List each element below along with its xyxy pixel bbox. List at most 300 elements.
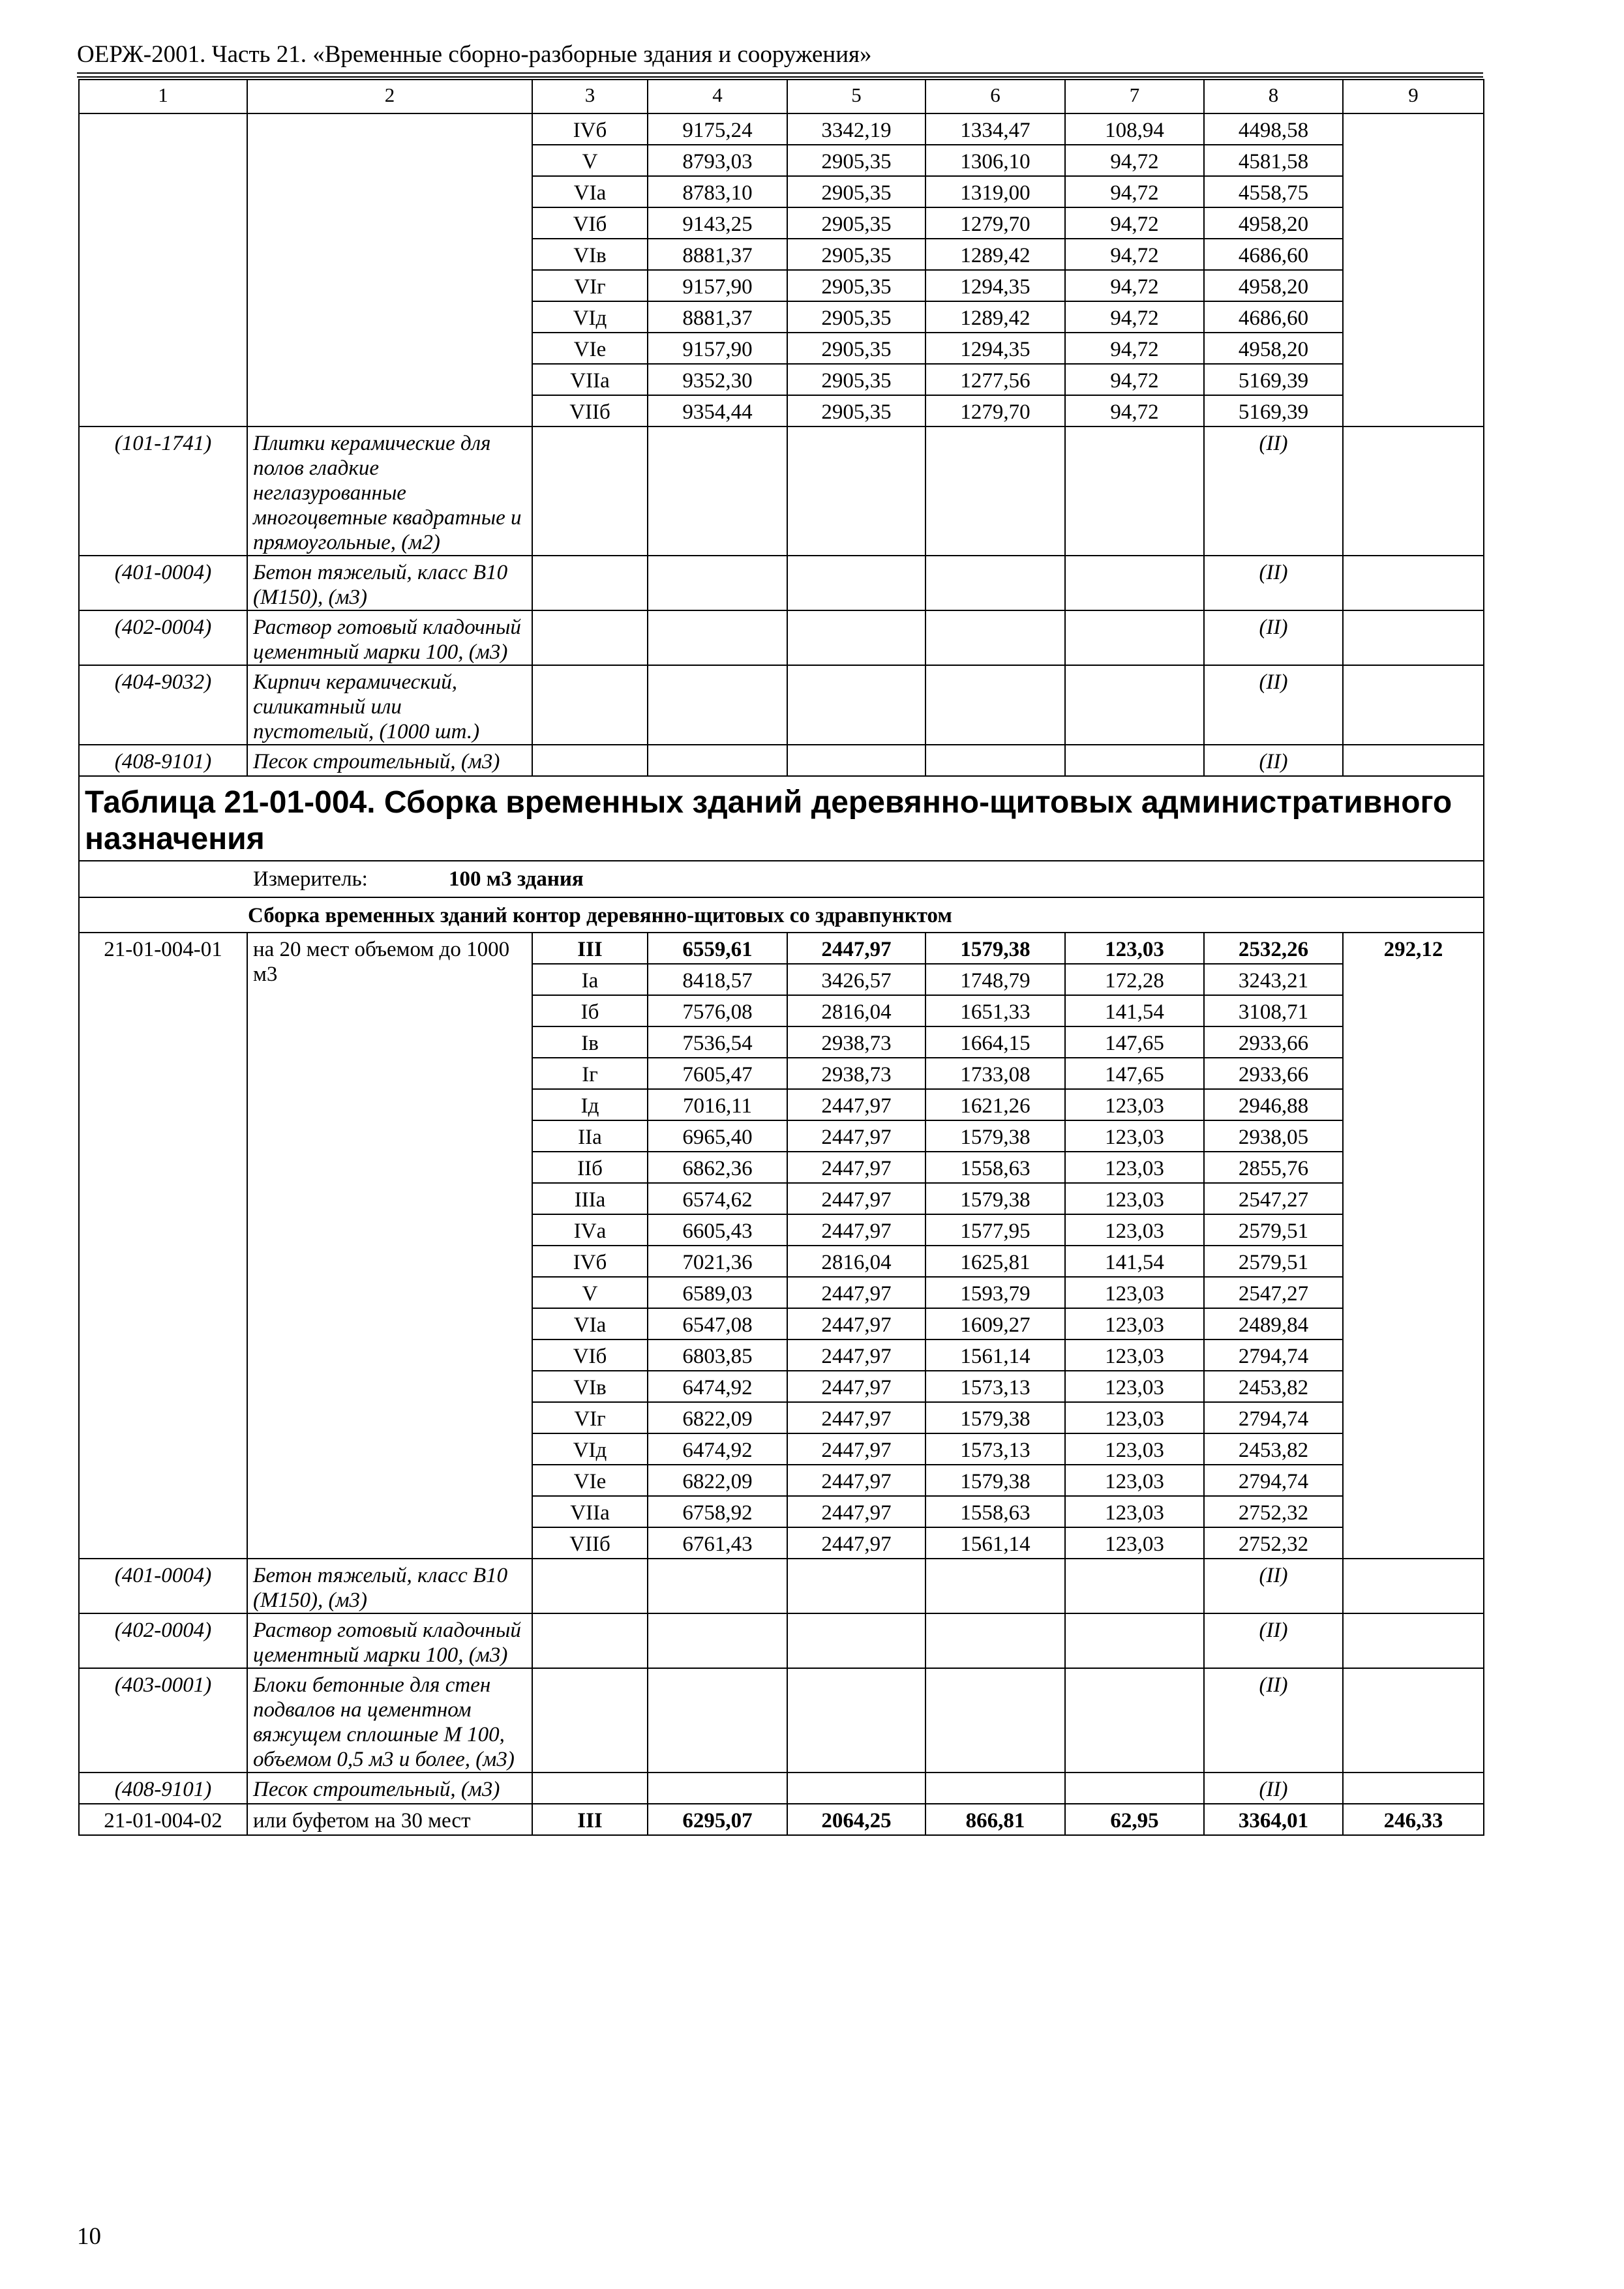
value-cell: 2453,82 [1204,1433,1343,1465]
empty-cell [1065,610,1204,665]
item-main-row [79,1804,1484,1835]
material-row [79,745,1484,776]
value-cell: 123,03 [1065,1183,1204,1214]
value-cell: 1558,63 [925,1496,1065,1527]
material-mark: (II) [1204,665,1343,745]
value-cell: 123,03 [1065,1089,1204,1120]
value-cell: 2447,97 [787,1371,925,1402]
value-cell: 123,03 [1065,1152,1204,1183]
material-desc: Бетон тяжелый, класс В10 (М150), (м3) [247,1559,532,1613]
empty-cell [648,1559,787,1613]
value-cell: 8418,57 [648,964,787,995]
value-cell: 1625,81 [925,1246,1065,1277]
value-cell: 2905,35 [787,395,925,426]
value-cell: 6474,92 [648,1433,787,1465]
zone-cell: Iд [532,1089,648,1120]
empty-cell [787,426,925,556]
empty-cell [925,556,1065,610]
value-cell: 2579,51 [1204,1214,1343,1246]
value-cell: 3426,57 [787,964,925,995]
empty-cell [787,1559,925,1613]
column-number-row [79,80,1484,113]
value-cell: 1748,79 [925,964,1065,995]
value-cell: 9352,30 [648,364,787,395]
value-cell: 123,03 [1065,1496,1204,1527]
value-cell: 2816,04 [787,1246,925,1277]
value-cell: 1277,56 [925,364,1065,395]
value-cell: 94,72 [1065,270,1204,301]
empty-cell [1065,426,1204,556]
material-desc: Раствор готовый кладочный цементный марки 100, (м3) [247,1613,532,1668]
value-cell: 1558,63 [925,1152,1065,1183]
value-cell: 3342,19 [787,113,925,145]
zone-cell: IVб [532,113,648,145]
material-code: (408-9101) [79,745,247,776]
material-desc: Раствор готовый кладочный цементный марки 100, (м3) [247,610,532,665]
empty-cell [532,1668,648,1773]
value-cell: 8783,10 [648,176,787,207]
zone-cell: VIв [532,1371,648,1402]
material-mark: (II) [1204,1773,1343,1804]
value-cell: 2816,04 [787,995,925,1026]
material-row [79,1668,1484,1773]
value-cell: 6761,43 [648,1527,787,1559]
empty-cell [648,610,787,665]
material-desc: Плитки керамические для полов гладкие неглазурованные многоцветные квадратные и прямоугольные, (м2) [247,426,532,556]
value-cell: 4498,58 [1204,113,1343,145]
table-title: Таблица 21-01-004. Сборка временных зданий деревянно-щитовых административного назначения [79,776,1484,861]
value-cell: 123,03 [1065,1214,1204,1246]
value-cell: 2933,66 [1204,1026,1343,1058]
column-number: 6 [925,80,1065,113]
value-cell: 2905,35 [787,364,925,395]
material-code: (401-0004) [79,1559,247,1613]
value-cell: 6758,92 [648,1496,787,1527]
empty-cell [532,745,648,776]
value-cell: 2547,27 [1204,1277,1343,1308]
value-cell: 1306,10 [925,145,1065,176]
zone-cell: VIа [532,176,648,207]
material-code: (401-0004) [79,556,247,610]
value-cell: 4958,20 [1204,207,1343,239]
zone-cell: VIIа [532,1496,648,1527]
value-cell: 147,65 [1065,1026,1204,1058]
empty-cell [1343,426,1484,556]
zone-cell: III [532,933,648,964]
value-cell: 2933,66 [1204,1058,1343,1089]
column-number: 9 [1343,80,1484,113]
value-cell: 2905,35 [787,176,925,207]
value-cell: 94,72 [1065,145,1204,176]
value-cell: 123,03 [1065,1402,1204,1433]
value-cell: 6822,09 [648,1402,787,1433]
empty-cell [532,426,648,556]
empty-cell [1343,745,1484,776]
value-cell: 2905,35 [787,207,925,239]
empty-cell [532,1559,648,1613]
desc-cell-empty [247,113,532,426]
value-cell: 2447,97 [787,1402,925,1433]
item-col9: 246,33 [1343,1804,1484,1835]
value-cell: 4958,20 [1204,270,1343,301]
measure-label: Измеритель: [253,867,368,891]
value-cell: 94,72 [1065,176,1204,207]
value-cell: 2447,97 [787,1465,925,1496]
value-cell: 2946,88 [1204,1089,1343,1120]
value-cell: 3364,01 [1204,1804,1343,1835]
empty-cell [925,1559,1065,1613]
empty-cell [925,610,1065,665]
material-code: (404-9032) [79,665,247,745]
value-cell: 7021,36 [648,1246,787,1277]
empty-cell [1343,610,1484,665]
empty-cell [648,426,787,556]
value-cell: 123,03 [1065,1371,1204,1402]
empty-cell [1065,1668,1204,1773]
material-mark: (II) [1204,1668,1343,1773]
value-cell: 1579,38 [925,933,1065,964]
zone-cell: IVб [532,1246,648,1277]
material-row [79,426,1484,556]
empty-cell [1065,745,1204,776]
material-code: (408-9101) [79,1773,247,1804]
value-cell: 108,94 [1065,113,1204,145]
item-desc: или буфетом на 30 мест [247,1804,532,1835]
zone-cell: VIг [532,270,648,301]
empty-cell [648,745,787,776]
value-cell: 4581,58 [1204,145,1343,176]
value-cell: 2794,74 [1204,1402,1343,1433]
empty-cell [532,556,648,610]
empty-cell [1065,1613,1204,1668]
value-cell: 1334,47 [925,113,1065,145]
value-cell: 7605,47 [648,1058,787,1089]
value-cell: 6474,92 [648,1371,787,1402]
value-cell: 1621,26 [925,1089,1065,1120]
value-cell: 1577,95 [925,1214,1065,1246]
value-cell: 2938,73 [787,1026,925,1058]
value-cell: 2794,74 [1204,1465,1343,1496]
value-cell: 2489,84 [1204,1308,1343,1339]
empty-cell [787,665,925,745]
value-cell: 1579,38 [925,1120,1065,1152]
value-cell: 7576,08 [648,995,787,1026]
section-title: Сборка временных зданий контор деревянно-щитовых со здравпунктом [248,904,952,927]
price-table [78,79,1484,1836]
column-number: 8 [1204,80,1343,113]
zone-cell: IIб [532,1152,648,1183]
value-cell: 8881,37 [648,301,787,333]
value-cell: 94,72 [1065,333,1204,364]
value-cell: 2447,97 [787,1152,925,1183]
empty-cell [1065,1773,1204,1804]
empty-cell [532,1613,648,1668]
value-cell: 4686,60 [1204,301,1343,333]
value-cell: 123,03 [1065,1527,1204,1559]
value-cell: 1561,14 [925,1527,1065,1559]
value-cell: 123,03 [1065,1120,1204,1152]
value-cell: 2547,27 [1204,1183,1343,1214]
value-cell: 62,95 [1065,1804,1204,1835]
zone-cell: Iб [532,995,648,1026]
empty-cell [1343,665,1484,745]
empty-cell [925,1773,1065,1804]
value-cell: 1573,13 [925,1433,1065,1465]
header-rule-second [77,76,1483,78]
zone-cell: IVа [532,1214,648,1246]
empty-cell [532,1773,648,1804]
empty-cell [925,745,1065,776]
empty-cell [648,665,787,745]
value-cell: 1294,35 [925,333,1065,364]
empty-cell [787,556,925,610]
value-cell: 94,72 [1065,301,1204,333]
empty-cell [925,1613,1065,1668]
empty-cell [1065,556,1204,610]
empty-cell [532,665,648,745]
value-cell: 6559,61 [648,933,787,964]
value-cell: 866,81 [925,1804,1065,1835]
value-cell: 1279,70 [925,207,1065,239]
value-cell: 2938,05 [1204,1120,1343,1152]
material-code: (402-0004) [79,610,247,665]
material-row [79,665,1484,745]
measure-row [79,861,1484,897]
zone-cell: III [532,1804,648,1835]
empty-cell [648,556,787,610]
zone-cell: IIа [532,1120,648,1152]
empty-cell [787,745,925,776]
column-number: 7 [1065,80,1204,113]
zone-cell: VIIа [532,364,648,395]
value-cell: 4958,20 [1204,333,1343,364]
value-cell: 6862,36 [648,1152,787,1183]
value-cell: 141,54 [1065,995,1204,1026]
material-row [79,610,1484,665]
value-cell: 123,03 [1065,933,1204,964]
value-cell: 2905,35 [787,333,925,364]
value-cell: 8881,37 [648,239,787,270]
zone-cell: VIIб [532,395,648,426]
material-desc: Блоки бетонные для стен подвалов на цементном вяжущем сплошные М 100, объемом 0,5 м3 и более, (м3) [247,1668,532,1773]
material-desc: Песок строительный, (м3) [247,1773,532,1804]
empty-cell [787,1773,925,1804]
zone-cell: V [532,145,648,176]
material-code: (403-0001) [79,1668,247,1773]
value-cell: 3243,21 [1204,964,1343,995]
value-cell: 2855,76 [1204,1152,1343,1183]
value-cell: 2905,35 [787,145,925,176]
empty-cell [925,665,1065,745]
value-cell: 8793,03 [648,145,787,176]
column-number: 2 [247,80,532,113]
value-cell: 6803,85 [648,1339,787,1371]
zone-cell: VIIб [532,1527,648,1559]
empty-cell [1343,556,1484,610]
material-mark: (II) [1204,1559,1343,1613]
value-cell: 2579,51 [1204,1246,1343,1277]
value-cell: 1319,00 [925,176,1065,207]
material-desc: Бетон тяжелый, класс В10 (М150), (м3) [247,556,532,610]
value-cell: 2752,32 [1204,1496,1343,1527]
value-cell: 1561,14 [925,1339,1065,1371]
item-col9: 292,12 [1343,933,1484,1559]
material-mark: (II) [1204,610,1343,665]
empty-cell [648,1668,787,1773]
value-cell: 2453,82 [1204,1371,1343,1402]
value-cell: 6547,08 [648,1308,787,1339]
material-code: (402-0004) [79,1613,247,1668]
value-cell: 1579,38 [925,1465,1065,1496]
zone-cell: VIд [532,301,648,333]
column-number: 5 [787,80,925,113]
material-mark: (II) [1204,1613,1343,1668]
empty-cell [648,1613,787,1668]
page-header: ОЕРЖ-2001. Часть 21. «Временные сборно-разборные здания и сооружения» [77,41,872,68]
value-cell: 6574,62 [648,1183,787,1214]
value-cell: 94,72 [1065,207,1204,239]
value-cell: 141,54 [1065,1246,1204,1277]
page-number: 10 [77,2223,101,2250]
zone-cell: VIе [532,333,648,364]
value-cell: 6589,03 [648,1277,787,1308]
section-title-cell [79,897,1484,933]
value-cell: 2447,97 [787,1277,925,1308]
empty-cell [1343,1668,1484,1773]
material-desc: Кирпич керамический, силикатный или пустотелый, (1000 шт.) [247,665,532,745]
value-cell: 1279,70 [925,395,1065,426]
empty-cell [925,1668,1065,1773]
value-cell: 9143,25 [648,207,787,239]
value-cell: 1579,38 [925,1183,1065,1214]
value-cell: 4686,60 [1204,239,1343,270]
table-title-row [79,776,1484,861]
value-cell: 2447,97 [787,1183,925,1214]
value-cell: 4558,75 [1204,176,1343,207]
value-cell: 1593,79 [925,1277,1065,1308]
item-main-row [79,933,1484,964]
value-cell: 3108,71 [1204,995,1343,1026]
value-cell: 2905,35 [787,270,925,301]
empty-cell [1343,1559,1484,1613]
value-cell: 94,72 [1065,239,1204,270]
zone-cell: VIе [532,1465,648,1496]
value-cell: 6605,43 [648,1214,787,1246]
material-row [79,1559,1484,1613]
value-cell: 9157,90 [648,270,787,301]
value-cell: 2938,73 [787,1058,925,1089]
value-cell: 1609,27 [925,1308,1065,1339]
value-cell: 1579,38 [925,1402,1065,1433]
value-cell: 2752,32 [1204,1527,1343,1559]
value-cell: 2447,97 [787,933,925,964]
measure-value: 100 м3 здания [449,867,584,891]
zone-cell: VIг [532,1402,648,1433]
measure-cell [79,861,1484,897]
value-cell: 2064,25 [787,1804,925,1835]
material-mark: (II) [1204,745,1343,776]
value-cell: 2447,97 [787,1433,925,1465]
value-cell: 123,03 [1065,1433,1204,1465]
material-row [79,1773,1484,1804]
value-cell: 9354,44 [648,395,787,426]
value-cell: 1289,42 [925,239,1065,270]
value-cell: 2905,35 [787,301,925,333]
value-cell: 147,65 [1065,1058,1204,1089]
value-cell: 1733,08 [925,1058,1065,1089]
column-number: 4 [648,80,787,113]
value-cell: 2447,97 [787,1339,925,1371]
value-cell: 6965,40 [648,1120,787,1152]
zone-cell: IIIа [532,1183,648,1214]
empty-cell [648,1773,787,1804]
value-cell: 2447,97 [787,1214,925,1246]
empty-cell [1065,665,1204,745]
section-title-row [79,897,1484,933]
item-code: 21-01-004-02 [79,1804,247,1835]
empty-cell [925,426,1065,556]
material-code: (101-1741) [79,426,247,556]
column-number: 3 [532,80,648,113]
value-cell: 1664,15 [925,1026,1065,1058]
zone-cell: VIд [532,1433,648,1465]
item-desc: на 20 мест объемом до 1000 м3 [247,933,532,1559]
value-cell: 172,28 [1065,964,1204,995]
col9-empty [1343,113,1484,426]
empty-cell [532,610,648,665]
material-row [79,556,1484,610]
value-cell: 2905,35 [787,239,925,270]
value-cell: 123,03 [1065,1308,1204,1339]
value-cell: 5169,39 [1204,364,1343,395]
value-cell: 123,03 [1065,1465,1204,1496]
zone-cell: VIб [532,1339,648,1371]
value-cell: 9157,90 [648,333,787,364]
continued-row [79,113,1484,145]
value-cell: 5169,39 [1204,395,1343,426]
value-cell: 6822,09 [648,1465,787,1496]
value-cell: 2447,97 [787,1527,925,1559]
zone-cell: V [532,1277,648,1308]
zone-cell: VIб [532,207,648,239]
value-cell: 2532,26 [1204,933,1343,964]
empty-cell [787,1668,925,1773]
value-cell: 1294,35 [925,270,1065,301]
value-cell: 123,03 [1065,1339,1204,1371]
material-mark: (II) [1204,556,1343,610]
zone-cell: Iа [532,964,648,995]
column-number: 1 [79,80,247,113]
value-cell: 6295,07 [648,1804,787,1835]
value-cell: 123,03 [1065,1277,1204,1308]
zone-cell: VIв [532,239,648,270]
value-cell: 2447,97 [787,1120,925,1152]
header-rule [77,72,1483,74]
item-code: 21-01-004-01 [79,933,247,1559]
value-cell: 2794,74 [1204,1339,1343,1371]
zone-cell: Iв [532,1026,648,1058]
empty-cell [787,610,925,665]
empty-cell [787,1613,925,1668]
value-cell: 1289,42 [925,301,1065,333]
value-cell: 2447,97 [787,1089,925,1120]
material-mark: (II) [1204,426,1343,556]
value-cell: 2447,97 [787,1308,925,1339]
value-cell: 7016,11 [648,1089,787,1120]
material-row [79,1613,1484,1668]
value-cell: 1573,13 [925,1371,1065,1402]
value-cell: 2447,97 [787,1496,925,1527]
